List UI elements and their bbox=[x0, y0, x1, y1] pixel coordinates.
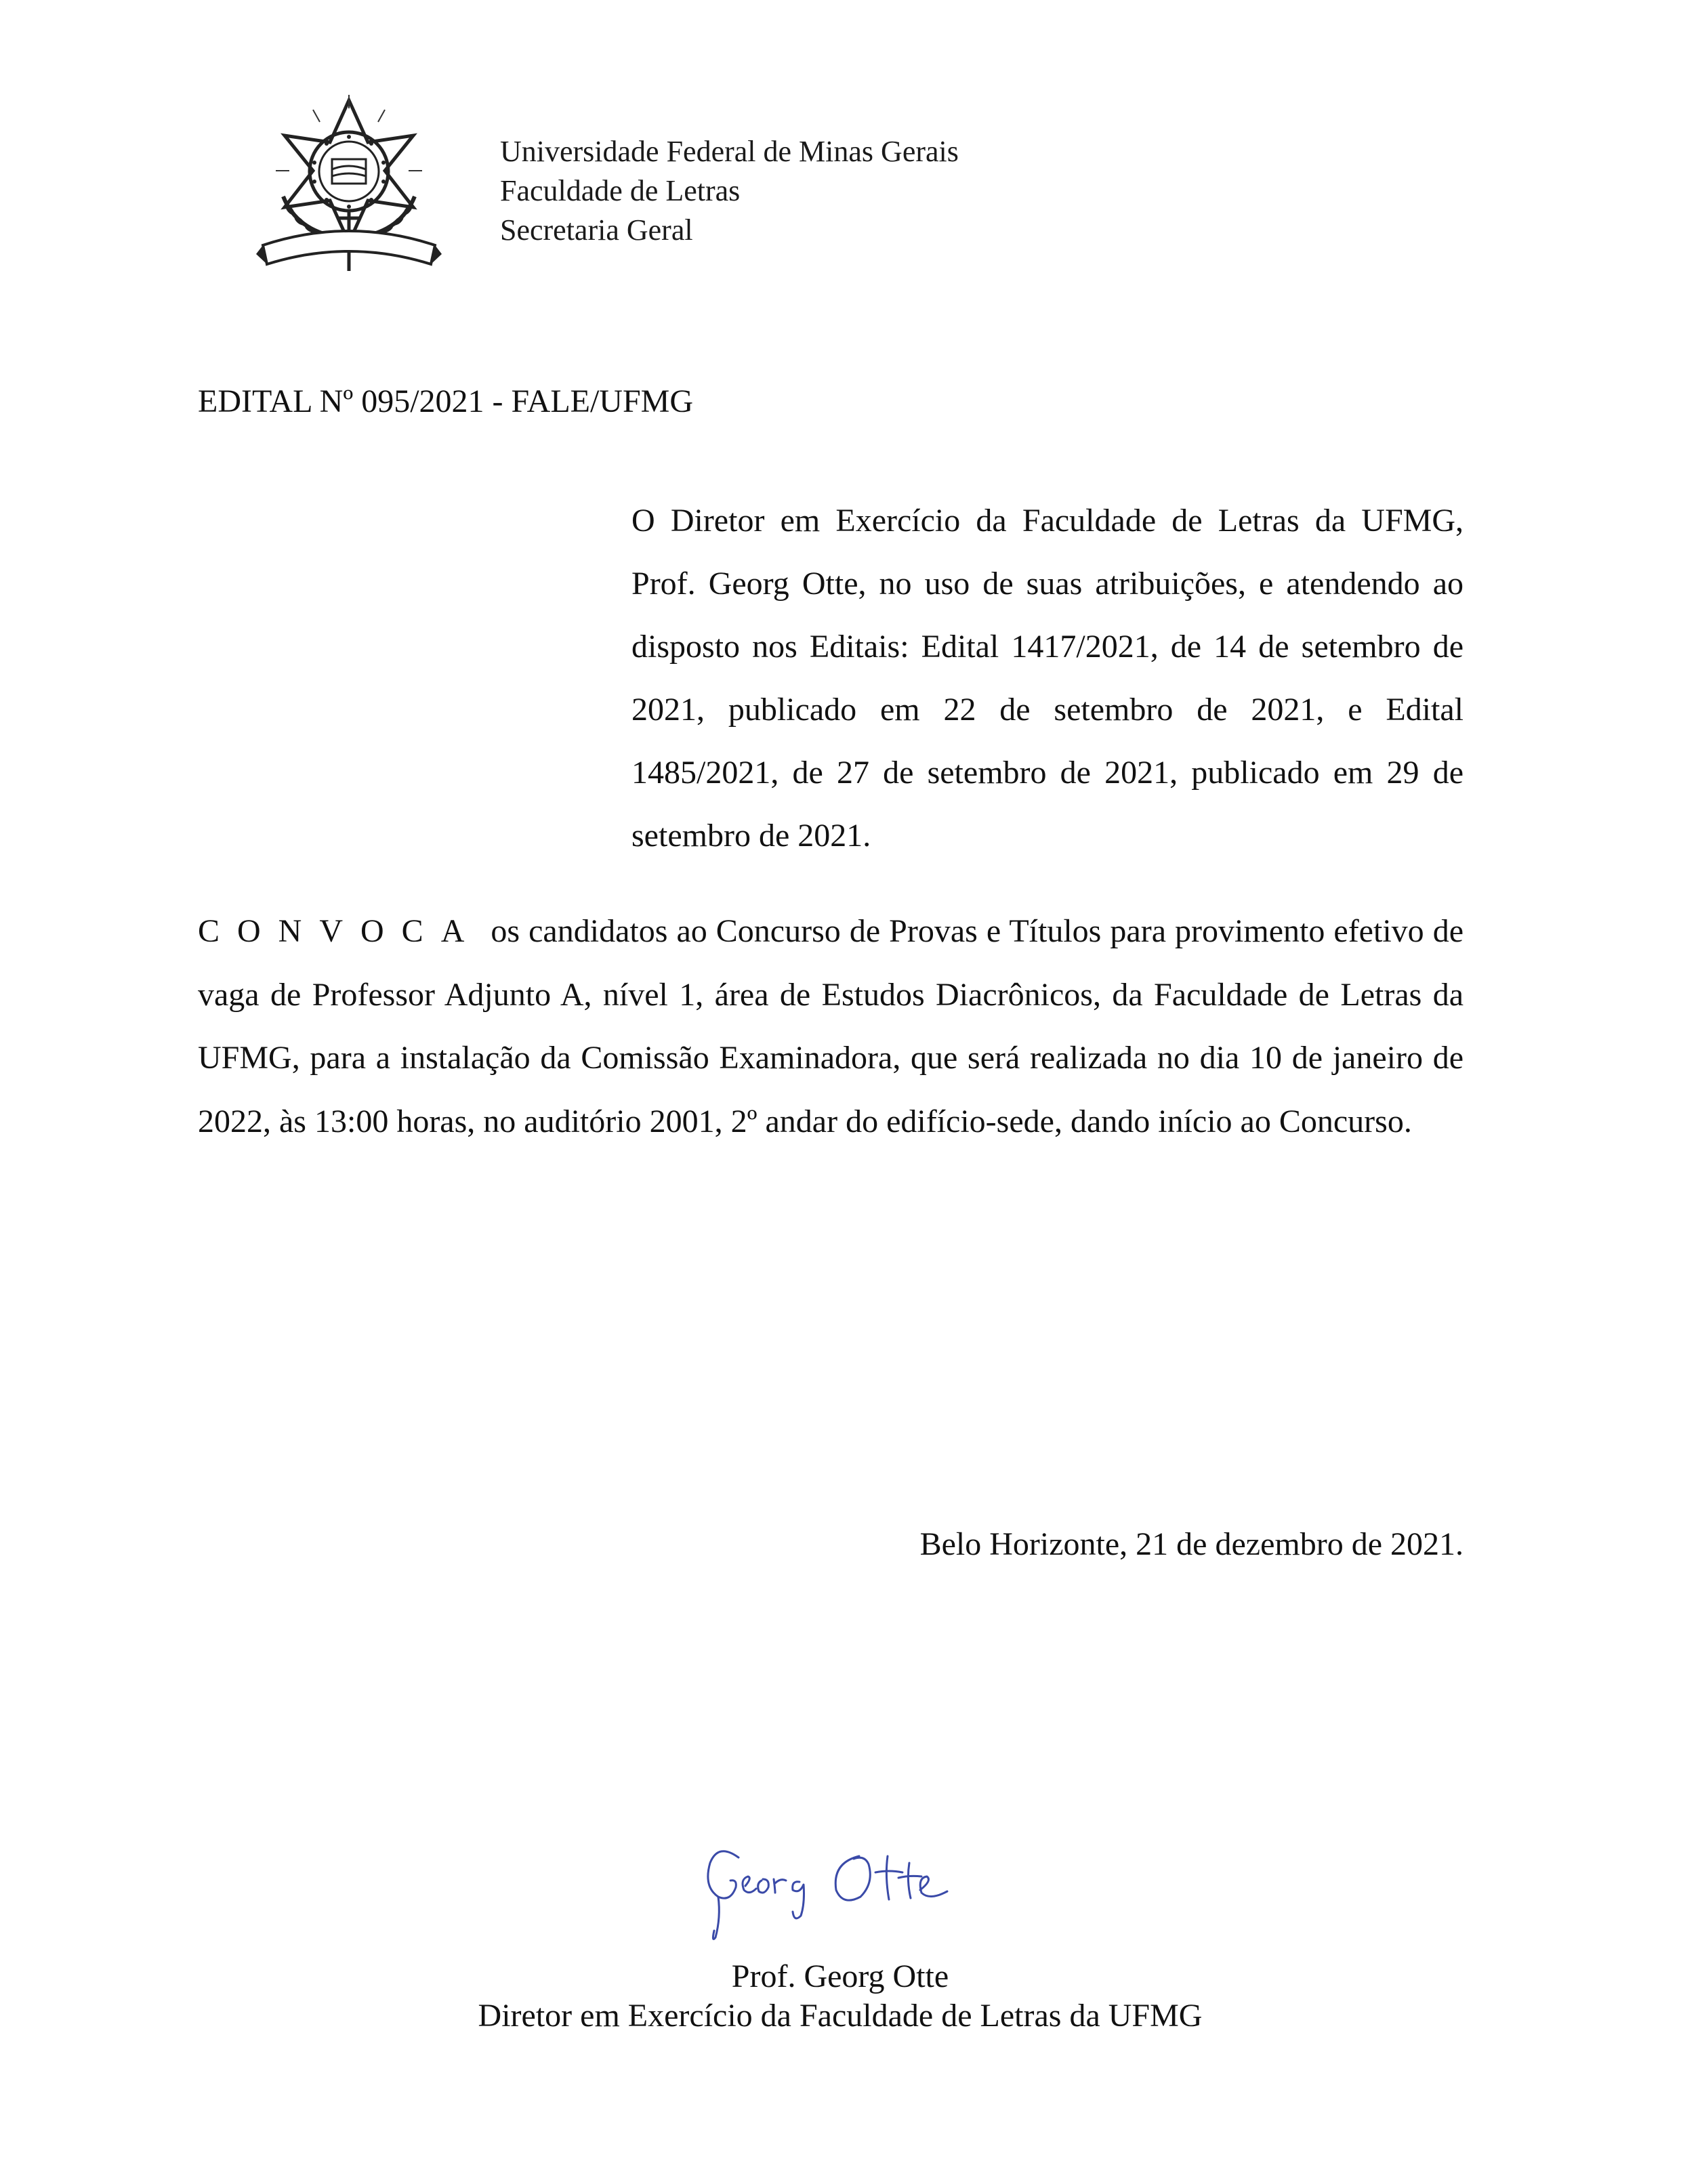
preamble-paragraph: O Diretor em Exercício da Faculdade de Letras da UFMG, Prof. Georg Otte, no uso de suas atribuições, e atendendo ao disposto nos Editais: Edital 1417/2021, de 14 de setembro de 2021, publicado em 22 de setembro de 2021, e Edital 1485/2021, de 27 de setembro de 2021, publicado em 29 de setembro de 2021. bbox=[631, 503, 1464, 854]
handwritten-signature bbox=[691, 1836, 976, 1944]
convocation-text: os candidatos ao Concurso de Provas e Títulos para provimento efetivo de vaga de Professor Adjunto A, nível 1, área de Estudos Diacrônicos, da Faculdade de Letras da UFMG, para a instalação da Comissão Examinadora, que será realizada no dia 10 de janeiro de 2022, às 13:00 horas, no auditório 2001, 2º andar do edifício-sede, dando início ao Concurso. bbox=[198, 913, 1464, 1139]
faculty-name: Faculdade de Letras bbox=[500, 174, 741, 207]
signer-role: Diretor em Exercício da Faculdade de Letras da UFMG bbox=[478, 1998, 1203, 2034]
document-title: EDITAL Nº 095/2021 - FALE/UFMG bbox=[198, 383, 693, 419]
letterhead bbox=[500, 132, 959, 250]
department-name: Secretaria Geral bbox=[500, 213, 693, 247]
institution-name: Universidade Federal de Minas Gerais bbox=[500, 135, 959, 168]
place-and-date: Belo Horizonte, 21 de dezembro de 2021. bbox=[919, 1526, 1464, 1562]
convoca-word: CONVOCA bbox=[198, 913, 482, 949]
signer-name: Prof. Georg Otte bbox=[731, 1958, 949, 1994]
brazil-coat-of-arms-icon bbox=[256, 95, 442, 278]
convocation-paragraph bbox=[198, 900, 1464, 1153]
